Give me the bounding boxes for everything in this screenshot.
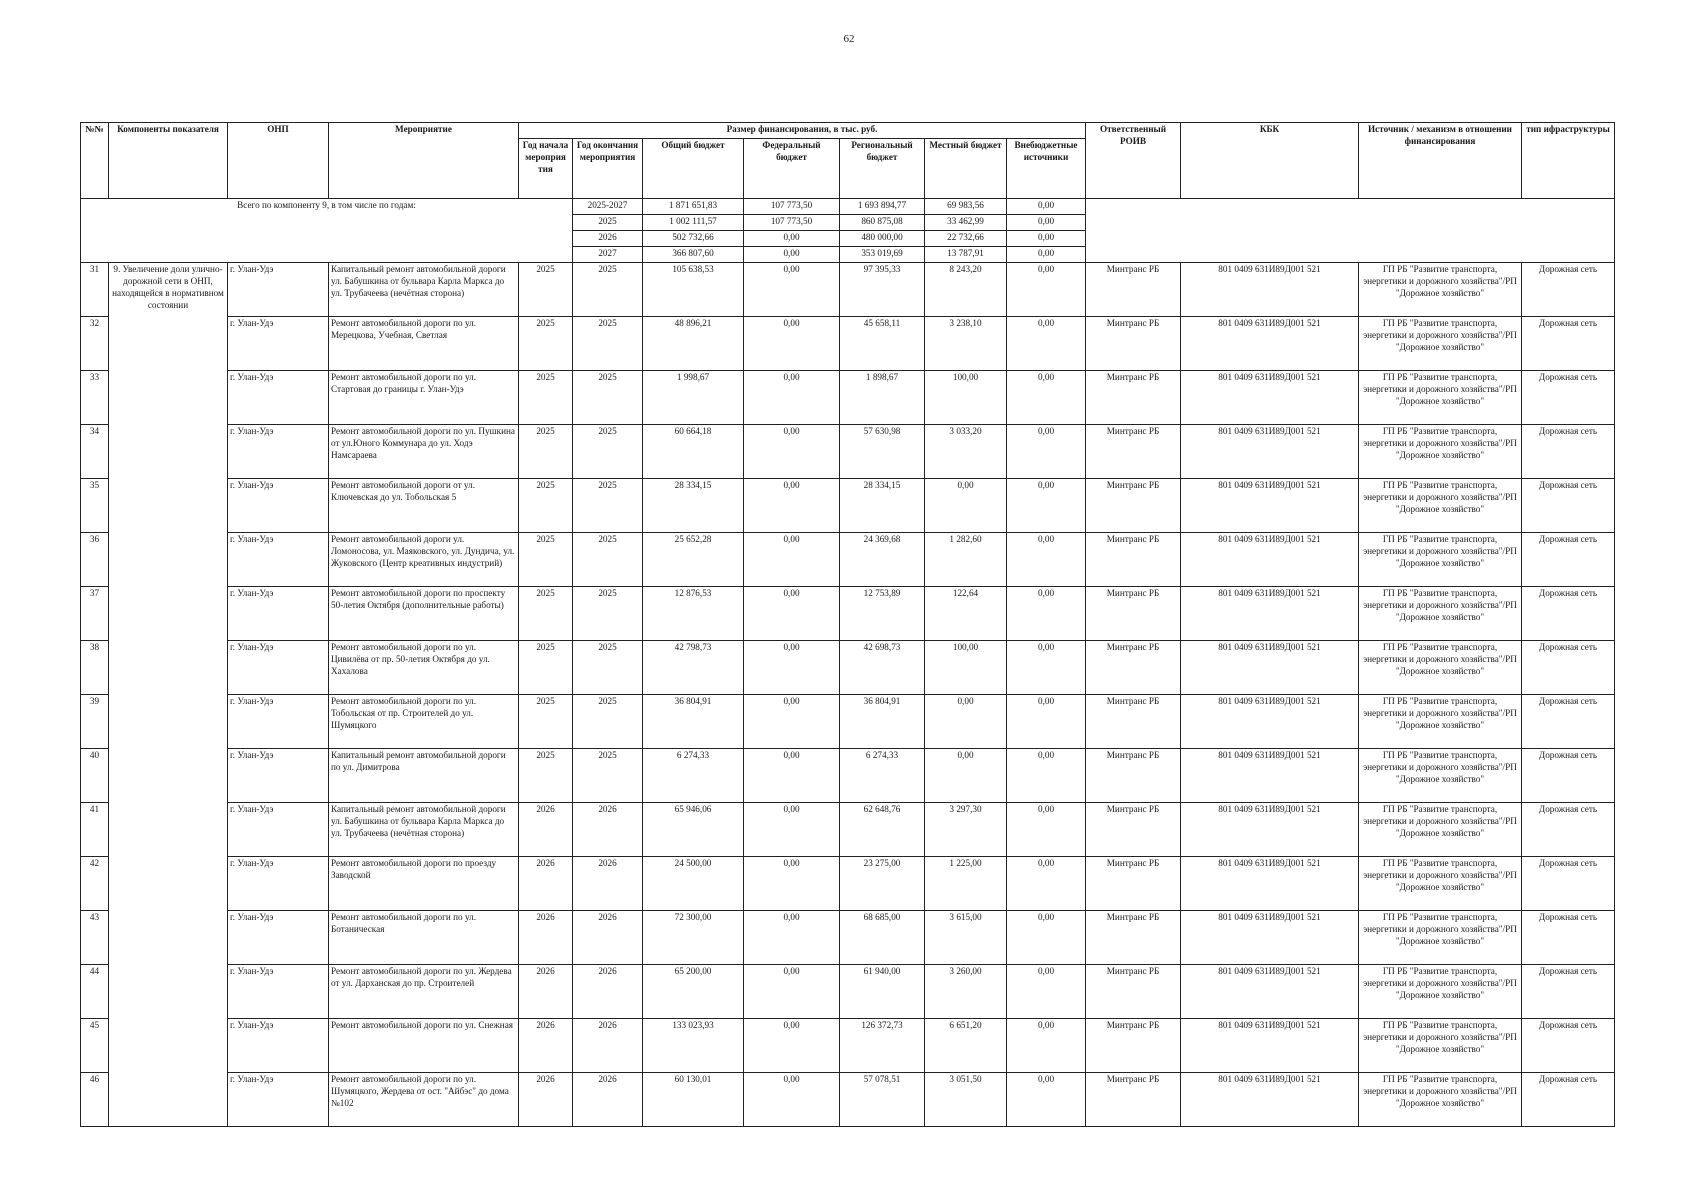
row-federal: 0,00 [744, 857, 840, 911]
totals-local: 13 787,91 [925, 247, 1007, 263]
row-roiv: Минтранс РБ [1086, 1073, 1181, 1127]
col-local-header: Местный бюджет [925, 139, 1007, 199]
row-roiv: Минтранс РБ [1086, 317, 1181, 371]
row-extra: 0,00 [1007, 1019, 1086, 1073]
row-regional: 1 898,67 [840, 371, 925, 425]
row-local: 1 282,60 [925, 533, 1007, 587]
row-extra: 0,00 [1007, 371, 1086, 425]
row-number: 42 [81, 857, 109, 911]
row-source: ГП РБ "Развитие транспорта, энергетики и дорожного хозяйства"/РП "Дорожное хозяйство" [1359, 587, 1522, 641]
row-number: 39 [81, 695, 109, 749]
row-source: ГП РБ "Развитие транспорта, энергетики и дорожного хозяйства"/РП "Дорожное хозяйство" [1359, 263, 1522, 317]
row-regional: 6 274,33 [840, 749, 925, 803]
col-year-end-header: Год окончания мероприятия [573, 139, 643, 199]
row-regional: 45 658,11 [840, 317, 925, 371]
row-local: 3 297,30 [925, 803, 1007, 857]
row-year-start: 2025 [519, 479, 573, 533]
row-extra: 0,00 [1007, 317, 1086, 371]
row-source: ГП РБ "Развитие транспорта, энергетики и дорожного хозяйства"/РП "Дорожное хозяйство" [1359, 857, 1522, 911]
col-onp-header: ОНП [228, 123, 329, 199]
totals-total: 1 002 111,57 [643, 215, 744, 231]
totals-federal: 0,00 [744, 247, 840, 263]
table-row [81, 317, 1615, 371]
table-row [81, 803, 1615, 857]
row-onp: г. Улан-Удэ [228, 911, 329, 965]
row-year-end: 2026 [573, 857, 643, 911]
totals-period: 2025 [573, 215, 643, 231]
row-extra: 0,00 [1007, 749, 1086, 803]
totals-extra: 0,00 [1007, 199, 1086, 215]
row-year-end: 2025 [573, 641, 643, 695]
row-source: ГП РБ "Развитие транспорта, энергетики и дорожного хозяйства"/РП "Дорожное хозяйство" [1359, 641, 1522, 695]
row-total: 24 500,00 [643, 857, 744, 911]
row-kbk: 801 0409 631И89Д001 521 [1181, 695, 1359, 749]
row-regional: 42 698,73 [840, 641, 925, 695]
col-type-header: тип ифраструктуры [1522, 123, 1615, 199]
row-year-end: 2026 [573, 965, 643, 1019]
row-year-end: 2025 [573, 749, 643, 803]
row-number: 36 [81, 533, 109, 587]
totals-extra: 0,00 [1007, 231, 1086, 247]
row-roiv: Минтранс РБ [1086, 371, 1181, 425]
row-type: Дорожная сеть [1522, 857, 1615, 911]
row-regional: 28 334,15 [840, 479, 925, 533]
table-row [81, 965, 1615, 1019]
row-measure: Капитальный ремонт автомобильной дороги ул. Бабушкина от бульвара Карла Маркса до ул. Трубачеева (нечётная сторона) [329, 803, 519, 857]
col-measure-header: Мероприятие [329, 123, 519, 199]
row-federal: 0,00 [744, 479, 840, 533]
row-onp: г. Улан-Удэ [228, 803, 329, 857]
row-year-end: 2026 [573, 1073, 643, 1127]
row-year-start: 2025 [519, 749, 573, 803]
row-onp: г. Улан-Удэ [228, 533, 329, 587]
row-year-start: 2025 [519, 263, 573, 317]
row-kbk: 801 0409 631И89Д001 521 [1181, 641, 1359, 695]
row-federal: 0,00 [744, 371, 840, 425]
totals-period: 2026 [573, 231, 643, 247]
row-regional: 24 369,68 [840, 533, 925, 587]
row-year-end: 2025 [573, 587, 643, 641]
row-total: 65 946,06 [643, 803, 744, 857]
col-kbk-header: КБК [1181, 123, 1359, 199]
row-total: 105 638,53 [643, 263, 744, 317]
row-measure: Ремонт автомобильной дороги по проезду Заводской [329, 857, 519, 911]
row-number: 31 [81, 263, 109, 317]
row-roiv: Минтранс РБ [1086, 587, 1181, 641]
row-year-start: 2025 [519, 425, 573, 479]
row-source: ГП РБ "Развитие транспорта, энергетики и дорожного хозяйства"/РП "Дорожное хозяйство" [1359, 965, 1522, 1019]
row-extra: 0,00 [1007, 533, 1086, 587]
row-number: 46 [81, 1073, 109, 1127]
row-federal: 0,00 [744, 1073, 840, 1127]
row-local: 100,00 [925, 371, 1007, 425]
table-row [81, 371, 1615, 425]
row-onp: г. Улан-Удэ [228, 317, 329, 371]
row-type: Дорожная сеть [1522, 965, 1615, 1019]
row-measure: Ремонт автомобильной дороги по ул. Тобольская от пр. Строителей до ул. Шумяцкого [329, 695, 519, 749]
row-regional: 36 804,91 [840, 695, 925, 749]
row-local: 6 651,20 [925, 1019, 1007, 1073]
row-roiv: Минтранс РБ [1086, 479, 1181, 533]
row-measure: Капитальный ремонт автомобильной дороги ул. Бабушкина от бульвара Карла Маркса до ул. Трубачеева (нечётная сторона) [329, 263, 519, 317]
row-total: 60 664,18 [643, 425, 744, 479]
totals-period: 2025-2027 [573, 199, 643, 215]
row-federal: 0,00 [744, 965, 840, 1019]
row-extra: 0,00 [1007, 425, 1086, 479]
row-onp: г. Улан-Удэ [228, 1073, 329, 1127]
row-total: 1 998,67 [643, 371, 744, 425]
col-source-header: Источник / механизм в отношении финансирования [1359, 123, 1522, 199]
row-year-start: 2026 [519, 911, 573, 965]
row-measure: Ремонт автомобильной дороги по проспекту 50-летия Октября (дополнительные работы) [329, 587, 519, 641]
totals-local: 33 462,99 [925, 215, 1007, 231]
row-roiv: Минтранс РБ [1086, 425, 1181, 479]
row-year-end: 2025 [573, 425, 643, 479]
row-total: 65 200,00 [643, 965, 744, 1019]
row-number: 33 [81, 371, 109, 425]
row-year-end: 2025 [573, 533, 643, 587]
col-extra-header: Внебюджетные источники [1007, 139, 1086, 199]
table-row [81, 641, 1615, 695]
row-local: 8 243,20 [925, 263, 1007, 317]
row-number: 41 [81, 803, 109, 857]
row-roiv: Минтранс РБ [1086, 641, 1181, 695]
row-number: 37 [81, 587, 109, 641]
row-year-start: 2025 [519, 641, 573, 695]
row-extra: 0,00 [1007, 587, 1086, 641]
totals-local: 22 732,66 [925, 231, 1007, 247]
row-kbk: 801 0409 631И89Д001 521 [1181, 1019, 1359, 1073]
row-local: 3 051,50 [925, 1073, 1007, 1127]
totals-total: 502 732,66 [643, 231, 744, 247]
row-measure: Ремонт автомобильной дороги по ул. Жердева от ул. Дарханская до пр. Строителей [329, 965, 519, 1019]
row-onp: г. Улан-Удэ [228, 695, 329, 749]
row-source: ГП РБ "Развитие транспорта, энергетики и дорожного хозяйства"/РП "Дорожное хозяйство" [1359, 371, 1522, 425]
row-source: ГП РБ "Развитие транспорта, энергетики и дорожного хозяйства"/РП "Дорожное хозяйство" [1359, 803, 1522, 857]
table-row [81, 911, 1615, 965]
totals-regional: 1 693 894,77 [840, 199, 925, 215]
col-regional-header: Региональный бюджет [840, 139, 925, 199]
totals-federal: 0,00 [744, 231, 840, 247]
row-year-start: 2026 [519, 857, 573, 911]
col-total-header: Общий бюджет [643, 139, 744, 199]
row-kbk: 801 0409 631И89Д001 521 [1181, 749, 1359, 803]
row-extra: 0,00 [1007, 911, 1086, 965]
row-local: 3 615,00 [925, 911, 1007, 965]
row-measure: Ремонт автомобильной дороги ул. Ломоносова, ул. Маяковского, ул. Дундича, ул. Жуковского (Центр креативных индустрий) [329, 533, 519, 587]
row-total: 42 798,73 [643, 641, 744, 695]
row-kbk: 801 0409 631И89Д001 521 [1181, 263, 1359, 317]
row-kbk: 801 0409 631И89Д001 521 [1181, 479, 1359, 533]
row-type: Дорожная сеть [1522, 587, 1615, 641]
row-type: Дорожная сеть [1522, 425, 1615, 479]
row-type: Дорожная сеть [1522, 803, 1615, 857]
row-regional: 97 395,33 [840, 263, 925, 317]
row-roiv: Минтранс РБ [1086, 263, 1181, 317]
row-local: 3 033,20 [925, 425, 1007, 479]
row-type: Дорожная сеть [1522, 695, 1615, 749]
row-total: 28 334,15 [643, 479, 744, 533]
row-extra: 0,00 [1007, 965, 1086, 1019]
row-year-end: 2026 [573, 1019, 643, 1073]
row-kbk: 801 0409 631И89Д001 521 [1181, 803, 1359, 857]
row-measure: Ремонт автомобильной дороги по ул. Ботаническая [329, 911, 519, 965]
row-regional: 57 630,98 [840, 425, 925, 479]
totals-extra: 0,00 [1007, 215, 1086, 231]
table-row [81, 695, 1615, 749]
row-source: ГП РБ "Развитие транспорта, энергетики и дорожного хозяйства"/РП "Дорожное хозяйство" [1359, 695, 1522, 749]
row-extra: 0,00 [1007, 1073, 1086, 1127]
row-year-start: 2025 [519, 371, 573, 425]
row-extra: 0,00 [1007, 263, 1086, 317]
row-kbk: 801 0409 631И89Д001 521 [1181, 857, 1359, 911]
row-source: ГП РБ "Развитие транспорта, энергетики и дорожного хозяйства"/РП "Дорожное хозяйство" [1359, 911, 1522, 965]
row-measure: Ремонт автомобильной дороги от ул. Ключевская до ул. Тобольская 5 [329, 479, 519, 533]
table-row [81, 1019, 1615, 1073]
row-regional: 126 372,73 [840, 1019, 925, 1073]
row-number: 44 [81, 965, 109, 1019]
row-total: 60 130,01 [643, 1073, 744, 1127]
totals-regional: 860 875,08 [840, 215, 925, 231]
row-number: 40 [81, 749, 109, 803]
row-year-end: 2025 [573, 479, 643, 533]
header-row [81, 123, 1615, 139]
row-roiv: Минтранс РБ [1086, 911, 1181, 965]
row-extra: 0,00 [1007, 803, 1086, 857]
totals-period: 2027 [573, 247, 643, 263]
row-federal: 0,00 [744, 317, 840, 371]
row-source: ГП РБ "Развитие транспорта, энергетики и дорожного хозяйства"/РП "Дорожное хозяйство" [1359, 1019, 1522, 1073]
col-roiv-header: Ответственный РОИВ [1086, 123, 1181, 199]
row-type: Дорожная сеть [1522, 641, 1615, 695]
row-year-start: 2025 [519, 587, 573, 641]
row-federal: 0,00 [744, 695, 840, 749]
row-federal: 0,00 [744, 263, 840, 317]
row-regional: 12 753,89 [840, 587, 925, 641]
col-num-header: №№ [81, 123, 109, 199]
row-number: 38 [81, 641, 109, 695]
row-federal: 0,00 [744, 803, 840, 857]
row-source: ГП РБ "Развитие транспорта, энергетики и дорожного хозяйства"/РП "Дорожное хозяйство" [1359, 425, 1522, 479]
row-total: 12 876,53 [643, 587, 744, 641]
row-kbk: 801 0409 631И89Д001 521 [1181, 1073, 1359, 1127]
row-roiv: Минтранс РБ [1086, 803, 1181, 857]
row-total: 6 274,33 [643, 749, 744, 803]
row-type: Дорожная сеть [1522, 317, 1615, 371]
row-onp: г. Улан-Удэ [228, 1019, 329, 1073]
row-onp: г. Улан-Удэ [228, 857, 329, 911]
row-source: ГП РБ "Развитие транспорта, энергетики и дорожного хозяйства"/РП "Дорожное хозяйство" [1359, 1073, 1522, 1127]
row-onp: г. Улан-Удэ [228, 371, 329, 425]
table-row [81, 857, 1615, 911]
row-onp: г. Улан-Удэ [228, 965, 329, 1019]
row-local: 0,00 [925, 749, 1007, 803]
col-federal-header: Федеральный бюджет [744, 139, 840, 199]
row-year-start: 2025 [519, 695, 573, 749]
row-total: 48 896,21 [643, 317, 744, 371]
row-onp: г. Улан-Удэ [228, 587, 329, 641]
row-source: ГП РБ "Развитие транспорта, энергетики и дорожного хозяйства"/РП "Дорожное хозяйство" [1359, 749, 1522, 803]
row-federal: 0,00 [744, 587, 840, 641]
row-number: 32 [81, 317, 109, 371]
row-year-start: 2025 [519, 317, 573, 371]
row-kbk: 801 0409 631И89Д001 521 [1181, 533, 1359, 587]
totals-total: 1 871 651,83 [643, 199, 744, 215]
row-regional: 62 648,76 [840, 803, 925, 857]
col-funding-header: Размер финансирования, в тыс. руб. [519, 123, 1086, 139]
row-number: 35 [81, 479, 109, 533]
row-number: 43 [81, 911, 109, 965]
row-year-end: 2026 [573, 803, 643, 857]
row-roiv: Минтранс РБ [1086, 857, 1181, 911]
table-row [81, 479, 1615, 533]
row-type: Дорожная сеть [1522, 479, 1615, 533]
table-row [81, 1073, 1615, 1127]
row-federal: 0,00 [744, 749, 840, 803]
totals-row [81, 199, 1615, 215]
row-year-start: 2025 [519, 533, 573, 587]
row-year-end: 2025 [573, 317, 643, 371]
row-type: Дорожная сеть [1522, 749, 1615, 803]
row-type: Дорожная сеть [1522, 1019, 1615, 1073]
row-extra: 0,00 [1007, 857, 1086, 911]
row-source: ГП РБ "Развитие транспорта, энергетики и дорожного хозяйства"/РП "Дорожное хозяйство" [1359, 479, 1522, 533]
row-year-start: 2026 [519, 803, 573, 857]
row-type: Дорожная сеть [1522, 911, 1615, 965]
totals-regional: 480 000,00 [840, 231, 925, 247]
row-measure: Ремонт автомобильной дороги по ул. Шумяцкого, Жердева от ост. "Айбэс" до дома №102 [329, 1073, 519, 1127]
row-roiv: Минтранс РБ [1086, 965, 1181, 1019]
row-federal: 0,00 [744, 533, 840, 587]
row-roiv: Минтранс РБ [1086, 695, 1181, 749]
row-regional: 68 685,00 [840, 911, 925, 965]
col-component-header: Компоненты показателя [109, 123, 228, 199]
financing-table [80, 122, 1615, 1127]
row-total: 25 652,28 [643, 533, 744, 587]
row-year-start: 2026 [519, 1019, 573, 1073]
row-onp: г. Улан-Удэ [228, 425, 329, 479]
row-total: 133 023,93 [643, 1019, 744, 1073]
row-kbk: 801 0409 631И89Д001 521 [1181, 965, 1359, 1019]
totals-federal: 107 773,50 [744, 215, 840, 231]
row-regional: 57 078,51 [840, 1073, 925, 1127]
row-kbk: 801 0409 631И89Д001 521 [1181, 425, 1359, 479]
row-type: Дорожная сеть [1522, 263, 1615, 317]
row-onp: г. Улан-Удэ [228, 749, 329, 803]
row-kbk: 801 0409 631И89Д001 521 [1181, 371, 1359, 425]
row-year-end: 2026 [573, 911, 643, 965]
row-roiv: Минтранс РБ [1086, 1019, 1181, 1073]
row-local: 100,00 [925, 641, 1007, 695]
row-local: 1 225,00 [925, 857, 1007, 911]
totals-total: 366 807,60 [643, 247, 744, 263]
row-number: 34 [81, 425, 109, 479]
row-regional: 61 940,00 [840, 965, 925, 1019]
row-kbk: 801 0409 631И89Д001 521 [1181, 317, 1359, 371]
row-total: 72 300,00 [643, 911, 744, 965]
row-regional: 23 275,00 [840, 857, 925, 911]
row-measure: Ремонт автомобильной дороги по ул. Пушкина от ул.Юного Коммунара до ул. Ходэ Намсараева [329, 425, 519, 479]
row-local: 122,64 [925, 587, 1007, 641]
totals-extra: 0,00 [1007, 247, 1086, 263]
row-roiv: Минтранс РБ [1086, 533, 1181, 587]
totals-local: 69 983,56 [925, 199, 1007, 215]
row-kbk: 801 0409 631И89Д001 521 [1181, 587, 1359, 641]
table-row [81, 749, 1615, 803]
row-onp: г. Улан-Удэ [228, 479, 329, 533]
row-total: 36 804,91 [643, 695, 744, 749]
table-body [81, 263, 1615, 1127]
row-onp: г. Улан-Удэ [228, 263, 329, 317]
row-federal: 0,00 [744, 641, 840, 695]
row-source: ГП РБ "Развитие транспорта, энергетики и дорожного хозяйства"/РП "Дорожное хозяйство" [1359, 317, 1522, 371]
row-type: Дорожная сеть [1522, 533, 1615, 587]
page-number: 62 [843, 33, 855, 45]
component-label: 9. Увеличение доли улично-дорожной сети в ОНП, находящейся в нормативном состоянии [109, 263, 228, 1127]
row-extra: 0,00 [1007, 641, 1086, 695]
row-local: 0,00 [925, 479, 1007, 533]
table-row [81, 425, 1615, 479]
row-year-end: 2025 [573, 695, 643, 749]
row-type: Дорожная сеть [1522, 371, 1615, 425]
row-measure: Ремонт автомобильной дороги по ул. Мерецкова, Учебная, Светлая [329, 317, 519, 371]
row-local: 3 238,10 [925, 317, 1007, 371]
row-local: 0,00 [925, 695, 1007, 749]
table-row [81, 533, 1615, 587]
totals-federal: 107 773,50 [744, 199, 840, 215]
row-federal: 0,00 [744, 911, 840, 965]
totals-regional: 353 019,69 [840, 247, 925, 263]
row-kbk: 801 0409 631И89Д001 521 [1181, 911, 1359, 965]
row-year-start: 2026 [519, 1073, 573, 1127]
row-federal: 0,00 [744, 425, 840, 479]
row-year-end: 2025 [573, 371, 643, 425]
row-year-end: 2025 [573, 263, 643, 317]
row-measure: Ремонт автомобильной дороги по ул. Стартовая до границы г. Улан-Удэ [329, 371, 519, 425]
row-measure: Ремонт автомобильной дороги по ул. Цивилёва от пр. 50-летия Октября до ул. Хахалова [329, 641, 519, 695]
row-roiv: Минтранс РБ [1086, 749, 1181, 803]
row-year-start: 2026 [519, 965, 573, 1019]
row-measure: Ремонт автомобильной дороги по ул. Снежная [329, 1019, 519, 1073]
totals-blank [1086, 199, 1615, 263]
row-extra: 0,00 [1007, 695, 1086, 749]
row-federal: 0,00 [744, 1019, 840, 1073]
row-source: ГП РБ "Развитие транспорта, энергетики и дорожного хозяйства"/РП "Дорожное хозяйство" [1359, 533, 1522, 587]
table-row [81, 587, 1615, 641]
row-measure: Капитальный ремонт автомобильной дороги по ул. Димитрова [329, 749, 519, 803]
row-onp: г. Улан-Удэ [228, 641, 329, 695]
col-year-start-header: Год начала мероприя тия [519, 139, 573, 199]
totals-label: Всего по компоненту 9, в том числе по годам: [81, 199, 573, 263]
table-row [81, 263, 1615, 317]
row-number: 45 [81, 1019, 109, 1073]
row-type: Дорожная сеть [1522, 1073, 1615, 1127]
row-local: 3 260,00 [925, 965, 1007, 1019]
row-extra: 0,00 [1007, 479, 1086, 533]
